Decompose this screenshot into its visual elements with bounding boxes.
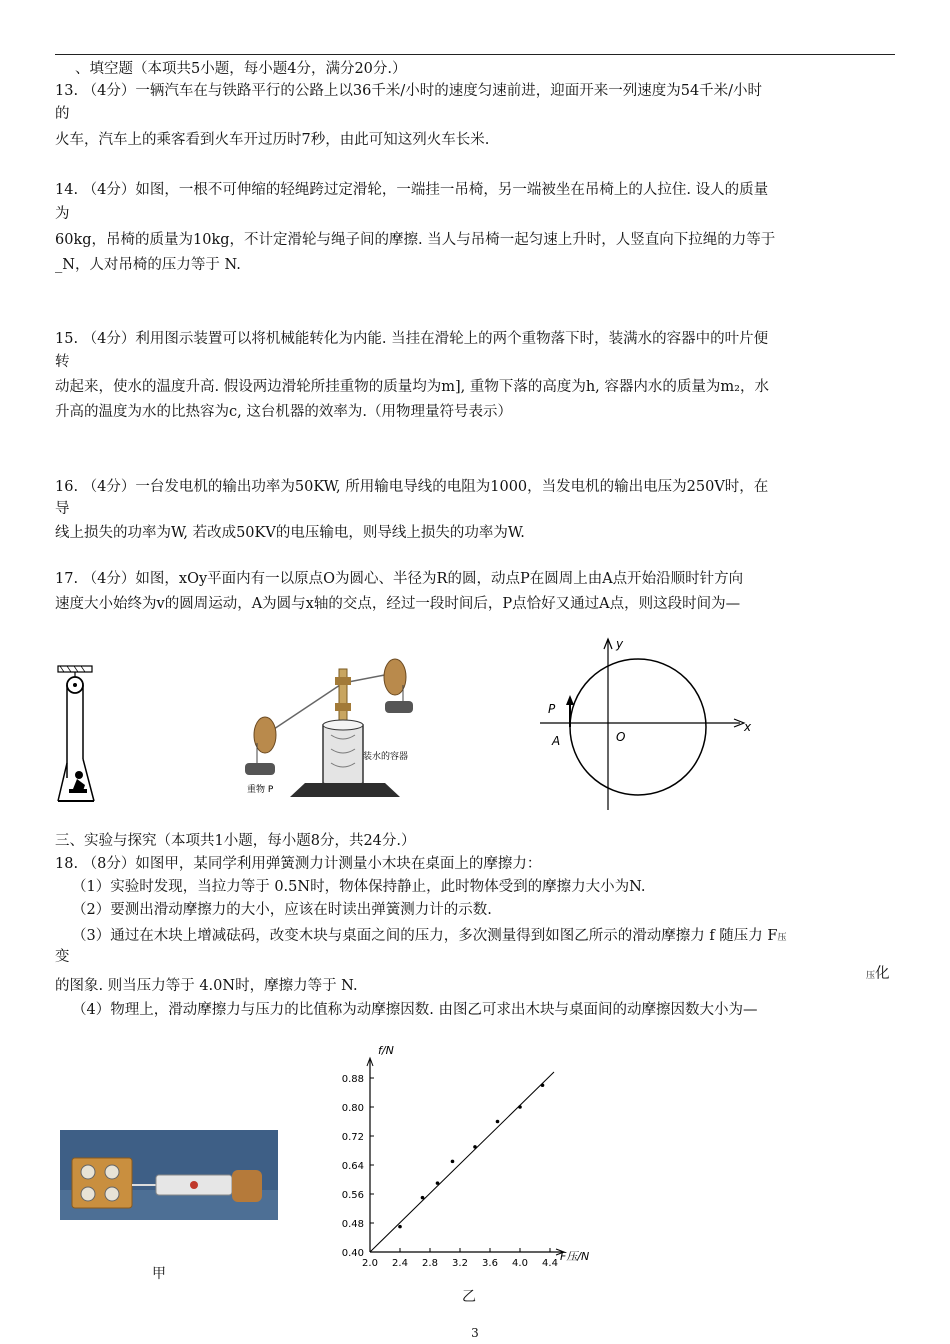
- q18-line3: （2）要测出滑动摩擦力的大小，应该在时读出弹簧测力计的示数.: [72, 902, 492, 918]
- q16-line3: 线上损失的功率为W, 若改成50KV的电压输电，则导线上损失的功率为W.: [55, 525, 525, 541]
- q17-line2: 速度大小始终为v的圆周运动，A为圆与x轴的交点，经过一段时间后，P点恰好又通过A点，则这段时间为—: [55, 596, 741, 612]
- q18-line5: 变: [55, 949, 70, 965]
- data-point: [451, 1160, 455, 1164]
- q18-line8: （4）物理上，滑动摩擦力与压力的比值称为动摩擦因数. 由图乙可求出木块与桌面间的动摩擦因数大小为—: [72, 1002, 758, 1018]
- y-tick-label: 0.48: [341, 1219, 364, 1230]
- q14-line3: 60kg，吊椅的质量为10kg，不计定滑轮与绳子间的摩擦. 当人与吊椅一起匀速上升时，人竖直向下拉绳的力等于: [55, 232, 776, 248]
- q18-line4-wrap: [72, 927, 787, 947]
- weight-label: 重物 P: [247, 785, 274, 795]
- y-label: y: [616, 637, 624, 651]
- q18-line2: （1）实验时发现，当拉力等于 0.5N时，物体保持静止，此时物体受到的摩擦力大小为N.: [72, 879, 646, 895]
- y-tick-label: 0.56: [341, 1190, 364, 1201]
- spring-scale-photo: [60, 1130, 278, 1220]
- point-a-label: A: [552, 734, 561, 748]
- circle-xoy-figure: [540, 635, 760, 810]
- q14-line2: 为: [55, 206, 70, 222]
- x-tick-label: 2.8: [422, 1258, 438, 1269]
- fit-line: [370, 1072, 554, 1252]
- q18-line1: 18. （8分）如图甲，某同学利用弹簧测力计测量小木块在桌面上的摩擦力：: [55, 856, 542, 872]
- q18-line6-wrap: [866, 965, 890, 985]
- page-number: 3: [471, 1326, 479, 1340]
- q16-line1: 16. （4分）一台发电机的输出功率为50KW, 所用输电导线的电阻为1000，当发电机的输出电压为250V时，在: [55, 479, 769, 495]
- q14-line4: _N，人对吊椅的压力等于 N.: [55, 257, 241, 273]
- origin-label: O: [616, 730, 626, 744]
- photo-label: 甲: [152, 1266, 166, 1282]
- x-tick-label: 2.4: [392, 1258, 408, 1269]
- friction-chart: [320, 1040, 610, 1278]
- q18-line6-sub: 压: [866, 971, 876, 981]
- data-point: [541, 1083, 545, 1087]
- y-tick-label: 0.40: [341, 1248, 364, 1259]
- q18-line6: 化: [875, 966, 890, 982]
- container-label: 装水的容器: [363, 752, 409, 762]
- y-tick-label: 0.72: [341, 1132, 364, 1143]
- data-point: [473, 1145, 477, 1149]
- y-tick-label: 0.80: [341, 1103, 364, 1114]
- q14-line1: 14. （4分）如图，一根不可伸缩的轻绳跨过定滑轮，一端挂一吊椅，另一端被坐在吊椅上的人拉住. 设人的质量: [55, 182, 769, 198]
- y-tick-label: 0.64: [341, 1161, 364, 1172]
- q13-line1: 13. （4分）一辆汽车在与铁路平行的公路上以36千米/小时的速度匀速前进，迎面开来一列速度为54千米/小时: [55, 83, 763, 99]
- q15-line1: 15. （4分）利用图示装置可以将机械能转化为内能. 当挂在滑轮上的两个重物落下时，装满水的容器中的叶片便: [55, 331, 769, 347]
- x-label: x: [744, 720, 752, 734]
- data-point: [421, 1196, 425, 1200]
- q18-line7: 的图象. 则当压力等于 4.0N时，摩擦力等于 N.: [55, 978, 358, 994]
- x-tick-label: 4.0: [512, 1258, 528, 1269]
- q15-line4: 升高的温度为水的比热容为c, 这台机器的效率为.（用物理量符号表示）: [55, 404, 512, 420]
- chart-ylabel: f/N: [378, 1044, 394, 1057]
- circle: [570, 659, 706, 795]
- q18-line4: （3）通过在木块上增减砝码，改变木块与桌面之间的压力，多次测量得到如图乙所示的滑动摩擦力 f 随压力 F: [72, 928, 778, 944]
- section2-header: 、填空题（本项共5小题，每小题4分，满分20分.）: [75, 61, 407, 77]
- heat-device-figure: [235, 655, 430, 805]
- q15-line3: 动起来，使水的温度升高. 假设两边滑轮所挂重物的质量均为m], 重物下落的高度为h, 容器内水的质量为m₂，水: [55, 379, 769, 395]
- data-point: [436, 1181, 440, 1185]
- x-tick-label: 3.6: [482, 1258, 498, 1269]
- x-tick-label: 3.2: [452, 1258, 468, 1269]
- top-rule: [55, 54, 895, 55]
- data-point: [518, 1105, 522, 1109]
- data-point: [398, 1225, 402, 1229]
- q13-line3: 火车，汽车上的乘客看到火车开过历时7秒，由此可知这列火车长米.: [55, 132, 490, 148]
- chart-label: 乙: [462, 1289, 476, 1305]
- chart-xlabel: F压/N: [560, 1250, 590, 1263]
- q17-line1: 17. （4分）如图，xOy平面内有一以原点O为圆心、半径为R的圆，动点P在圆周上由A点开始沿顺时针方向: [55, 571, 744, 587]
- x-tick-label: 2.0: [362, 1258, 378, 1269]
- pulley-chair-figure: [55, 663, 100, 805]
- x-tick-label: 4.4: [542, 1258, 558, 1269]
- q18-line4-sub: 压: [777, 933, 787, 943]
- data-point: [496, 1120, 500, 1124]
- point-p-label: P: [548, 702, 556, 716]
- q15-line2: 转: [55, 354, 70, 370]
- y-tick-label: 0.88: [341, 1074, 364, 1085]
- q13-line2: 的: [55, 106, 70, 122]
- q16-line2: 导: [55, 501, 70, 517]
- section3-header: 三、实验与探究（本项共1小题，每小题8分，共24分.）: [55, 833, 416, 849]
